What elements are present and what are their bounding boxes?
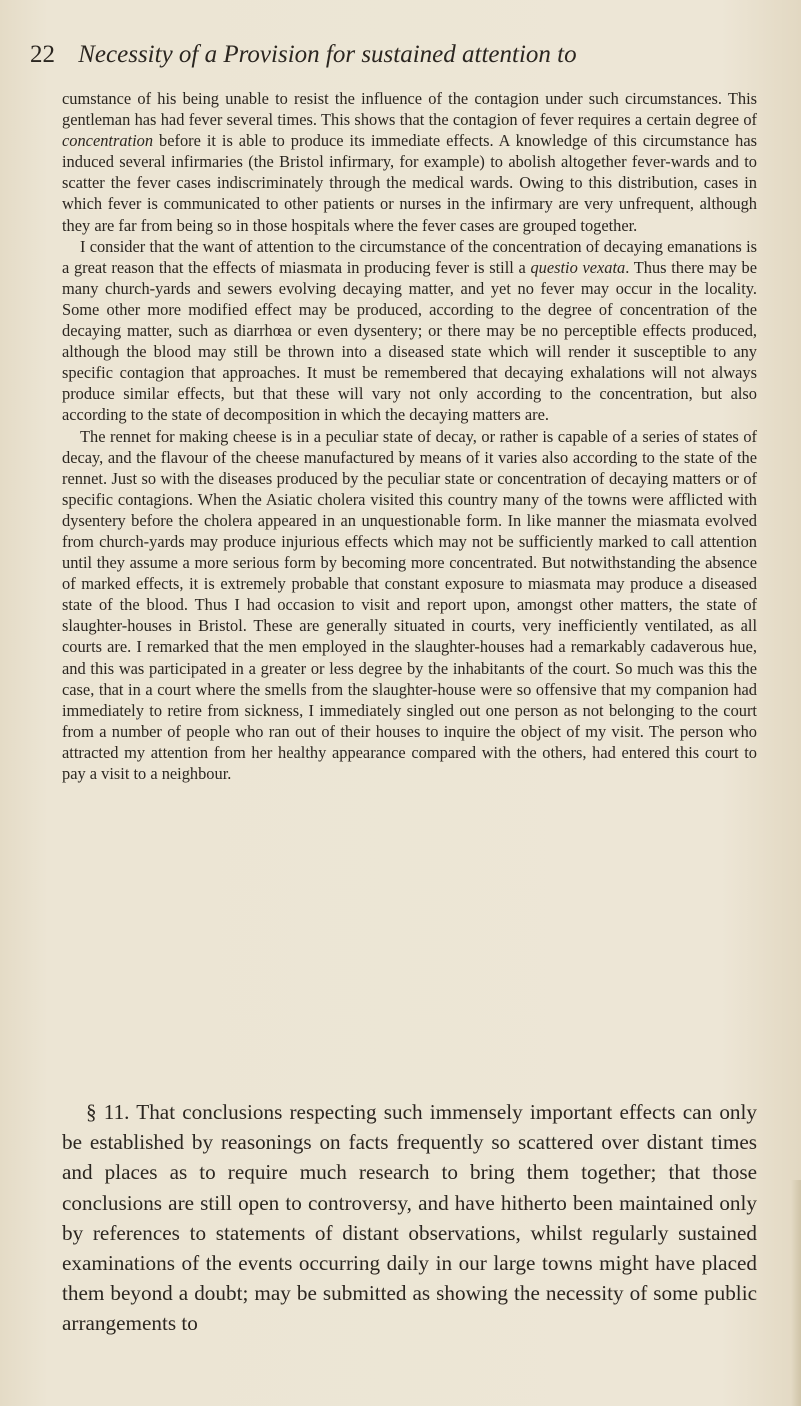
text-run: before it is able to produce its immediate effects. A knowledge of this circumstance has induced several infirmaries (the Bristol infirmary, for example) to abolish altogether fever-wards and to scatter the fever cases indiscriminately through the medical wards. Owing to this distribution, cases in which fever is communicated to other patients or nurses in the infirmary are very unfrequent, although they are far from being so in those hospitals where the fever cases are grouped together. xyxy=(62,131,757,235)
section-11 xyxy=(62,1097,757,1339)
paragraph xyxy=(62,426,757,785)
body-text-small xyxy=(62,88,757,784)
paragraph-continuation xyxy=(62,88,757,236)
text-run: The rennet for making cheese is in a peculiar state of decay, or rather is capable of a series of states of decay, and the flavour of the cheese manufactured by means of it varies also according to the state of the rennet. Just so with the diseases produced by the peculiar state or concentration of decaying matters or of specific contagions. When the Asiatic cholera visited this country many of the towns were afflicted with dysentery before the cholera appeared in an unquestionable form. In like manner the miasmata evolved from church-yards may produce injurious effects which may not be sufficiently marked to call attention until they assume a more serious form by becoming more concentrated. But notwithstanding the absence of marked effects, it is extremely probable that constant exposure to miasmata may produce a diseased state of the blood. Thus I had occasion to visit and report upon, amongst other matters, the state of slaughter-houses in Bristol. These are generally situated in courts, very inefficiently ventilated, as all courts are. I remarked that the men employed in the slaughter-houses had a remarkably cadaverous hue, and this was participated in a greater or less degree by the inhabitants of the court. So much was this the case, that in a court where the smells from the slaughter-house were so offensive that my companion had immediately to retire from sickness, I immediately singled out one person as not belonging to the court from a number of people who ran out of their houses to inquire the object of my visit. The person who attracted my attention from her healthy appearance compared with the others, had entered this court to pay a visit to a neighbour. xyxy=(62,426,757,783)
text-run: cumstance of his being unable to resist the influence of the contagion under such circumstances. This gentleman has had fever several times. This shows that the contagion of fever requires a certain degree of xyxy=(62,89,757,130)
section-paragraph: § 11. That conclusions respecting such immensely important effects can only be established by reasonings on facts frequently so scattered over distant times and places as to require much research to bring them together; that those conclusions are still open to controversy, and have hitherto been maintained only by references to statements of distant observations, whilst regularly sustained examinations of the events occurring daily in our large towns might have placed them beyond a doubt; may be submitted as showing the necessity of some public arrangements to xyxy=(62,1100,757,1336)
text-run: . Thus there may be many church-yards and sewers evolving decaying matter, and yet no fever may occur in the locality. Some other more modified effect may be produced, according to the degree of concentration of the decaying matter, such as diarrhœa or even dysentery; or there may be no perceptible effects produced, although the blood may still be thrown into a diseased state which will render it susceptible to any specific contagion that approaches. It must be remembered that decaying exhalations will not always produce similar effects, but that these will vary not only according to the concentration, but also according to the state of decomposition in which the decaying matters are. xyxy=(62,257,757,425)
page-number: 22 xyxy=(30,41,55,68)
page-header xyxy=(30,38,761,72)
running-title: Necessity of a Provision for sustained attention to xyxy=(78,41,577,68)
page-edge-shadow xyxy=(791,1180,801,1406)
italic-text-run: questio vexata xyxy=(530,257,626,277)
italic-text-run: concentration xyxy=(62,131,154,151)
paragraph xyxy=(62,236,757,426)
text-run: I consider that the want of attention to the circumstance of the concentration of decaying emanations is a great reason that the effects of miasmata in producing fever is still a xyxy=(62,236,757,277)
